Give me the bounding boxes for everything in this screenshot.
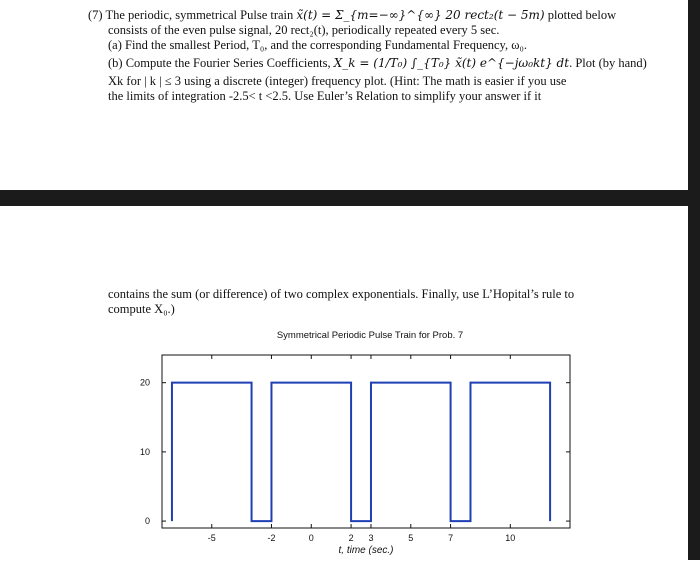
problem-line-4 [108,56,647,70]
y-tick-label: 10 [139,446,150,457]
problem-line-1-suffix: plotted below [544,8,617,22]
chart-title: Symmetrical Periodic Pulse Train for Prob. 7 [276,330,464,341]
x-tick-label: -2 [267,533,276,543]
y-tick-label: 20 [139,377,150,388]
continuation-line-2: compute X₀.) [108,302,175,316]
problem-line-3: (a) Find the smallest Period, T₀, and the corresponding Fundamental Frequency, ω₀. [108,38,527,52]
plot-frame [162,355,570,528]
x-tick-label: 3 [368,533,374,543]
x-axis-label: t, time (sec.) [338,545,394,556]
pulse-train-equation: x̃(t) = Σ_{m=−∞}^{∞} 20 rect₂(t − 5m) [296,8,545,22]
x-tick-label: 10 [505,533,516,543]
x-tick-label: 2 [348,533,354,543]
problem-line-4-prefix: (b) Compute the Fourier Series Coefficients, [108,56,334,70]
panel-divider [0,190,700,206]
x-tick-label: 0 [308,533,314,543]
pulse-train-chart [100,325,600,560]
scroll-edge [688,0,700,560]
x-tick-label: -5 [207,533,216,543]
chart-svg [100,325,600,560]
problem-line-1-prefix: (7) The periodic, symmetrical Pulse train [88,8,297,22]
problem-line-4-suffix: . Plot (by hand) [569,56,647,70]
series-group [172,383,550,521]
y-tick-label: 0 [144,516,150,527]
problem-line-6: the limits of integration -2.5< t <2.5. Use Euler’s Relation to simplify your answer if it [108,89,542,103]
x-tick-label: 5 [408,533,414,543]
problem-line-5: Xk for | k | ≤ 3 using a discrete (integer) frequency plot. (Hint: The math is easier if you use [108,74,567,88]
series-line-x(t) [172,383,550,521]
problem-line-1 [88,8,616,22]
continuation-line-1: contains the sum (or difference) of two complex exponentials. Finally, use L’Hopital’s rule to [108,287,575,301]
problem-line-2: consists of the even pulse signal, 20 rect₂(t), periodically repeated every 5 sec. [108,23,500,37]
x-tick-label: 7 [448,533,454,543]
problem-panel [0,0,700,190]
fourier-coefficient-equation: X_k = (1/T₀) ∫_{T₀} x̃(t) e^{−jω₀kt} dt [333,56,570,70]
